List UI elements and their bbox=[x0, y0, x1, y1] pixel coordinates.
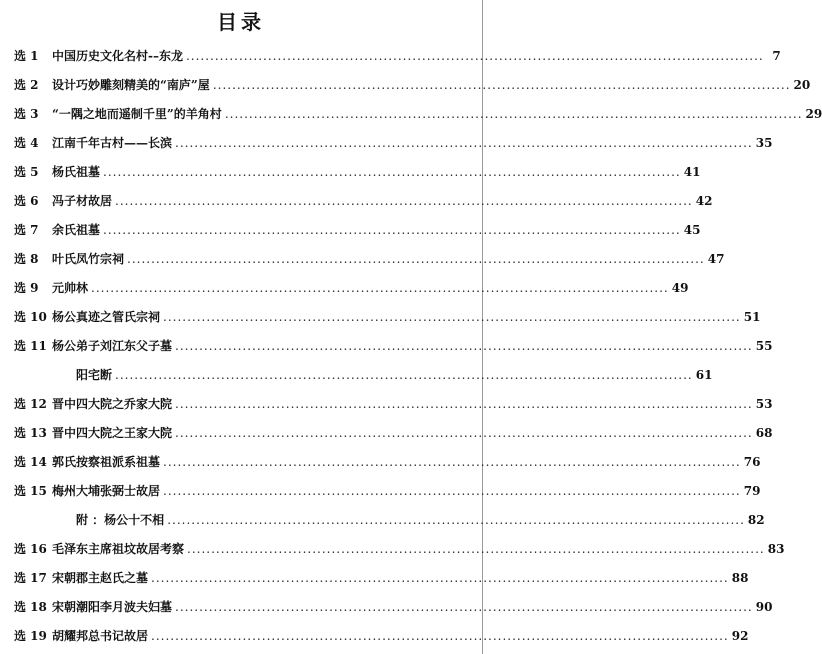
entry-number: 选 7 bbox=[14, 223, 39, 237]
dot-leader: ........................................................................................................................ bbox=[167, 512, 745, 527]
toc-entry[interactable] bbox=[0, 592, 773, 621]
entry-page: 88 bbox=[731, 570, 749, 585]
entry-title: 江南千年古村——长滨 bbox=[52, 136, 173, 150]
toc-entry[interactable] bbox=[0, 563, 749, 592]
entry-title: 晋中四大院之王家大院 bbox=[52, 426, 173, 440]
entry-title: “一隅之地而遥制千里”的羊角村 bbox=[52, 107, 222, 121]
dot-leader: ........................................................................................................................ bbox=[115, 367, 693, 382]
entry-page: 51 bbox=[743, 309, 761, 324]
dot-leader: ........................................................................................................................ bbox=[175, 599, 753, 614]
entry-title: 余氏祖墓 bbox=[52, 223, 101, 237]
dot-leader: ........................................................................................................................ bbox=[163, 454, 741, 469]
dot-leader: ........................................................................................................................ bbox=[103, 222, 681, 237]
entry-page: 82 bbox=[747, 512, 765, 527]
entry-title: 中国历史文化名村-–东龙 bbox=[52, 49, 183, 63]
entry-number: 选 6 bbox=[14, 194, 39, 208]
toc-entry[interactable] bbox=[0, 389, 773, 418]
entry-title: 杨氏祖墓 bbox=[52, 165, 101, 179]
entry-number: 选 12 bbox=[14, 397, 47, 411]
entry-page: 42 bbox=[695, 193, 713, 208]
entry-title: 郭氏按察祖派系祖墓 bbox=[52, 455, 161, 469]
entry-number: 选 2 bbox=[14, 78, 39, 92]
entry-number: 选 4 bbox=[14, 136, 39, 150]
entry-number: 选 14 bbox=[14, 455, 47, 469]
entry-page: 35 bbox=[755, 135, 773, 150]
entry-page: 49 bbox=[671, 280, 689, 295]
dot-leader: ........................................................................................................................ bbox=[212, 77, 791, 92]
entry-page: 79 bbox=[743, 483, 761, 498]
entry-page: 90 bbox=[755, 599, 773, 614]
entry-number: 选 13 bbox=[14, 426, 47, 440]
entry-number: 选 11 bbox=[14, 339, 47, 353]
entry-title: 元帅林 bbox=[52, 281, 89, 295]
entry-page: 7 bbox=[772, 48, 781, 63]
entry-title: 设计巧妙雕刻精美的“南庐”屋 bbox=[52, 78, 210, 92]
entry-number: 选 1 bbox=[14, 49, 39, 63]
entry-number: 选 18 bbox=[14, 600, 47, 614]
entry-number: 选 3 bbox=[14, 107, 39, 121]
toc-entry[interactable] bbox=[0, 476, 761, 505]
toc-entry[interactable] bbox=[0, 70, 811, 99]
toc-entry[interactable] bbox=[0, 157, 701, 186]
entry-title: 毛泽东主席祖坟故居考察 bbox=[52, 542, 185, 556]
entry-title: 宋朝潮阳李月波夫妇墓 bbox=[52, 600, 173, 614]
entry-page: 83 bbox=[767, 541, 785, 556]
dot-leader: ........................................................................................................................ bbox=[115, 193, 693, 208]
entry-page: 68 bbox=[755, 425, 773, 440]
entry-page: 92 bbox=[731, 628, 749, 643]
entry-page: 76 bbox=[743, 454, 761, 469]
dot-leader: ........................................................................................................................ bbox=[224, 106, 803, 121]
dot-leader: ........................................................................................................................ bbox=[175, 396, 753, 411]
toc-list bbox=[0, 41, 822, 650]
toc-entry[interactable] bbox=[0, 41, 781, 70]
entry-page: 55 bbox=[755, 338, 773, 353]
toc-entry[interactable] bbox=[0, 302, 761, 331]
entry-number: 选 15 bbox=[14, 484, 47, 498]
entry-page: 41 bbox=[683, 164, 701, 179]
dot-leader: ........................................................................................................................ bbox=[163, 309, 741, 324]
toc-entry[interactable] bbox=[0, 360, 713, 389]
toc-entry[interactable] bbox=[0, 273, 689, 302]
entry-title: 晋中四大院之乔家大院 bbox=[52, 397, 173, 411]
dot-leader: ........................................................................................................................ bbox=[175, 425, 753, 440]
entry-title: 胡耀邦总书记故居 bbox=[52, 629, 149, 643]
entry-title: 杨公弟子刘江东父子墓 bbox=[52, 339, 173, 353]
dot-leader: ........................................................................................................................ bbox=[103, 164, 681, 179]
entry-title: 冯子材故居 bbox=[52, 194, 113, 208]
dot-leader: ........................................................................................................................ bbox=[185, 48, 764, 63]
entry-title: 叶氏凤竹宗祠 bbox=[52, 252, 125, 266]
entry-number: 选 5 bbox=[14, 165, 39, 179]
dot-leader: ........................................................................................................................ bbox=[91, 280, 669, 295]
entry-page: 61 bbox=[695, 367, 713, 382]
toc-entry[interactable] bbox=[0, 331, 773, 360]
dot-leader: ........................................................................................................................ bbox=[175, 338, 753, 353]
entry-number: 选 17 bbox=[14, 571, 47, 585]
entry-number: 选 9 bbox=[14, 281, 39, 295]
entry-number: 选 19 bbox=[14, 629, 47, 643]
page-title: 目录 bbox=[217, 10, 265, 34]
dot-leader: ........................................................................................................................ bbox=[163, 483, 741, 498]
toc-entry[interactable] bbox=[0, 505, 765, 534]
toc-entry[interactable] bbox=[0, 186, 713, 215]
dot-leader: ........................................................................................................................ bbox=[151, 628, 729, 643]
toc-entry[interactable] bbox=[0, 128, 773, 157]
entry-page: 20 bbox=[793, 77, 811, 92]
entry-page: 53 bbox=[755, 396, 773, 411]
dot-leader: ........................................................................................................................ bbox=[175, 135, 753, 150]
entry-page: 47 bbox=[707, 251, 725, 266]
toc-entry[interactable] bbox=[0, 447, 761, 476]
toc-entry[interactable] bbox=[0, 418, 773, 447]
toc-entry[interactable] bbox=[0, 621, 749, 650]
entry-title: 宋朝郡主赵氏之墓 bbox=[52, 571, 149, 585]
entry-page: 45 bbox=[683, 222, 701, 237]
toc-entry[interactable] bbox=[0, 534, 785, 563]
dot-leader: ........................................................................................................................ bbox=[127, 251, 705, 266]
entry-page: 29 bbox=[805, 106, 822, 121]
toc-entry[interactable] bbox=[0, 244, 725, 273]
entry-title: 梅州大埔张弼士故居 bbox=[52, 484, 161, 498]
toc-entry[interactable] bbox=[0, 99, 822, 128]
entry-title: 阳宅断 bbox=[76, 368, 113, 382]
entry-number: 选 10 bbox=[14, 310, 47, 324]
dot-leader: ........................................................................................................................ bbox=[151, 570, 729, 585]
entry-title: 杨公真迹之管氏宗祠 bbox=[52, 310, 161, 324]
entry-title: 附 ：杨公十不相 bbox=[76, 513, 165, 527]
entry-number: 选 16 bbox=[14, 542, 47, 556]
entry-number: 选 8 bbox=[14, 252, 39, 266]
toc-entry[interactable] bbox=[0, 215, 701, 244]
dot-leader: ........................................................................................................................ bbox=[187, 541, 765, 556]
